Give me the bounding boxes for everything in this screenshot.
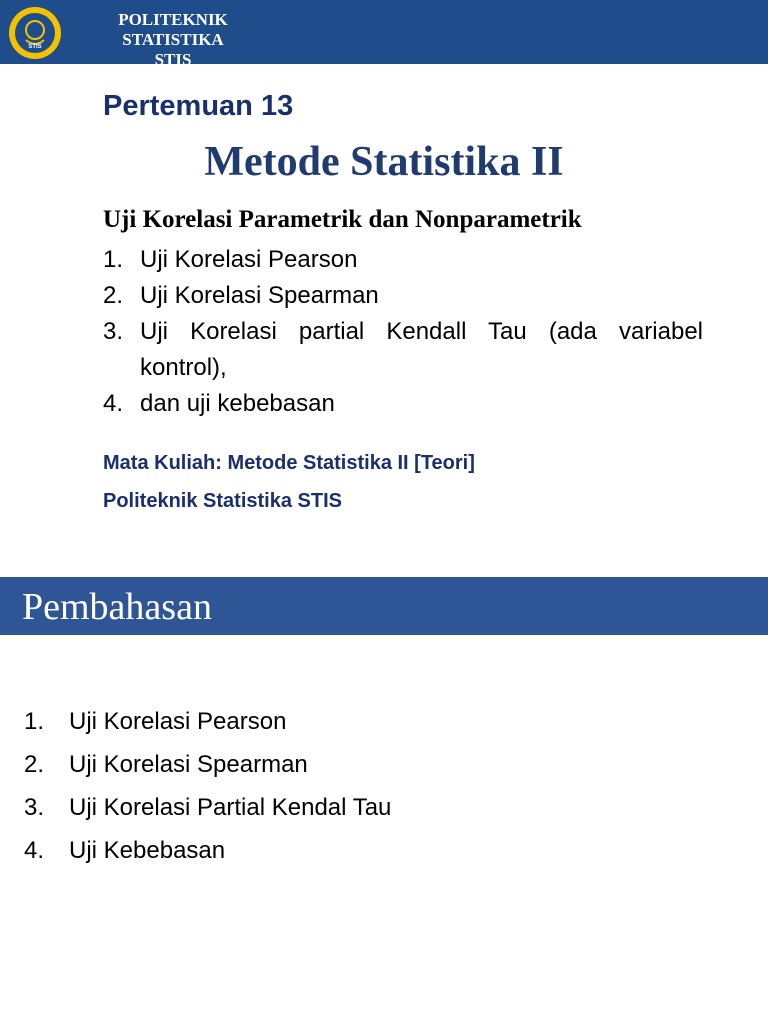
logo-text: STIS bbox=[28, 44, 42, 50]
stis-logo bbox=[8, 6, 62, 60]
list-text: Uji Korelasi Partial Kendal Tau bbox=[69, 794, 392, 821]
institution-line-1: POLITEKNIK STATISTIKA bbox=[118, 10, 228, 49]
list-number: 1. bbox=[24, 708, 45, 735]
list-number: 3. bbox=[103, 318, 124, 345]
list-text: dan uji kebebasan bbox=[140, 390, 335, 417]
list-number: 4. bbox=[103, 390, 124, 417]
list-item bbox=[24, 786, 391, 829]
list-text: Uji Korelasi Spearman bbox=[140, 282, 379, 309]
discussion-list bbox=[24, 700, 391, 872]
institution-name bbox=[78, 10, 268, 70]
institution-label: Politeknik Statistika STIS bbox=[103, 490, 342, 512]
list-text: Uji Kebebasan bbox=[69, 837, 226, 864]
list-number: 2. bbox=[103, 282, 124, 309]
institution-line-2: STIS bbox=[154, 50, 192, 69]
list-item bbox=[24, 700, 391, 743]
list-text: Uji Korelasi Spearman bbox=[69, 751, 308, 778]
list-item bbox=[103, 278, 703, 314]
list-item bbox=[103, 386, 703, 422]
list-item bbox=[24, 743, 391, 786]
list-number: 1. bbox=[103, 246, 124, 273]
section-title: Pembahasan bbox=[22, 586, 212, 628]
list-number: 4. bbox=[24, 837, 45, 864]
section-header-band bbox=[0, 577, 768, 635]
list-text: Uji Korelasi partial Kendall Tau (ada variabel kontrol), bbox=[140, 318, 703, 381]
course-label: Mata Kuliah: Metode Statistika II [Teori] bbox=[103, 452, 475, 474]
list-text: Uji Korelasi Pearson bbox=[140, 246, 358, 273]
list-item bbox=[103, 242, 703, 278]
meeting-number: Pertemuan 13 bbox=[103, 90, 294, 122]
list-number: 2. bbox=[24, 751, 45, 778]
list-number: 3. bbox=[24, 794, 45, 821]
list-item bbox=[24, 829, 391, 872]
header-bar bbox=[0, 0, 768, 69]
list-item bbox=[103, 314, 703, 386]
topic-list bbox=[103, 242, 703, 422]
course-title: Metode Statistika II bbox=[204, 139, 564, 185]
topic-subtitle: Uji Korelasi Parametrik dan Nonparametrik bbox=[103, 206, 582, 233]
list-text: Uji Korelasi Pearson bbox=[69, 708, 287, 735]
